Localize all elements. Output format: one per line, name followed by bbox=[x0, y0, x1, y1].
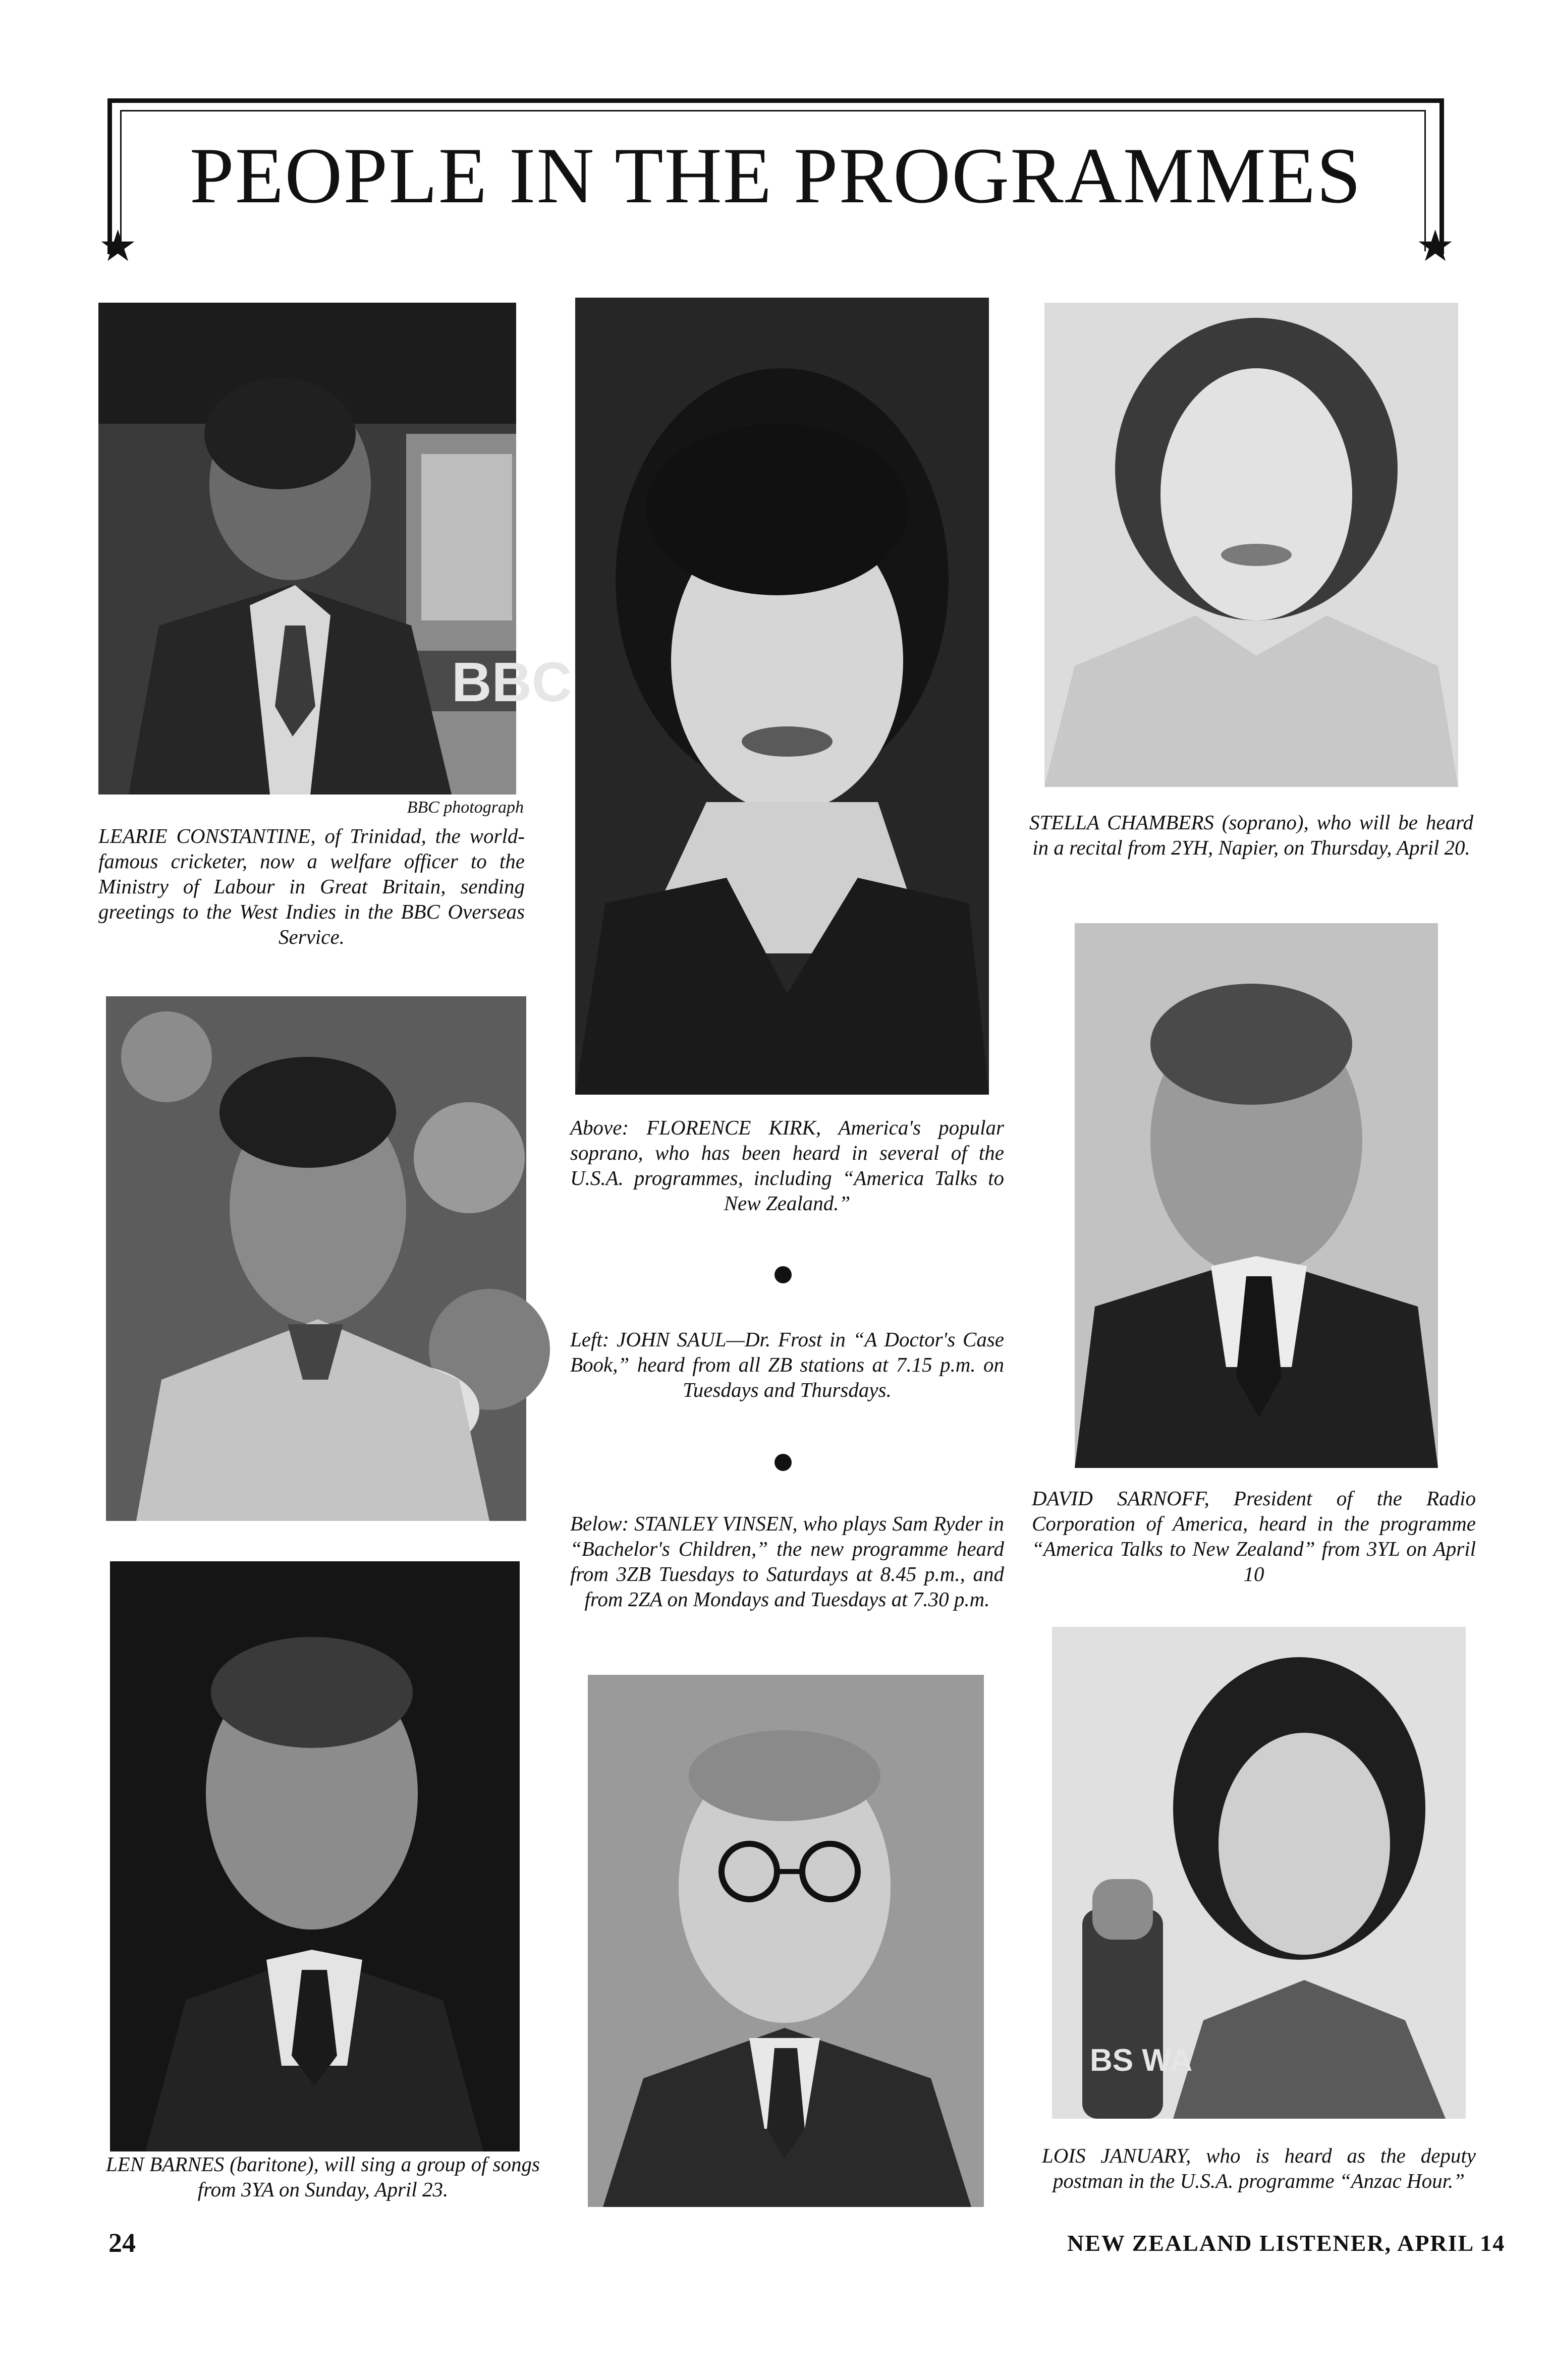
photo-john-saul bbox=[106, 996, 526, 1521]
star-icon-right: ★ bbox=[1416, 222, 1455, 270]
photo-stanley-vinsen bbox=[588, 1675, 984, 2207]
bullet-separator bbox=[774, 1266, 792, 1283]
photo-lois-january bbox=[1052, 1627, 1466, 2119]
caption-learie-constantine: LEARIE CONSTANTINE, of Trinidad, the world-famous cricketer, now a welfare officer to the Ministry of Labour in Great Britain, sending greetings to the West Indies in the BBC Overseas Service. bbox=[98, 824, 525, 948]
caption-florence-kirk: Above: FLORENCE KIRK, America's popular soprano, who has been heard in several of the U.S.A. programmes, including “America Talks to New Zealand.” bbox=[570, 1116, 1004, 1215]
footer-publication: NEW ZEALAND LISTENER, APRIL 14 bbox=[1067, 2230, 1506, 2256]
caption-lois-january: LOIS JANUARY, who is heard as the deputy postman in the U.S.A. programme “Anzac Hour.” bbox=[1042, 2144, 1476, 2192]
photo-len-barnes bbox=[110, 1561, 520, 2151]
svg-text:BBC: BBC bbox=[452, 651, 572, 713]
bullet-separator bbox=[774, 1454, 792, 1471]
svg-text:BS WA: BS WA bbox=[1090, 2043, 1193, 2078]
photo-credit: BBC photograph bbox=[407, 798, 524, 817]
page-title: PEOPLE IN THE PROGRAMMES bbox=[189, 132, 1362, 220]
caption-john-saul: Left: JOHN SAUL—Dr. Frost in “A Doctor's Case Book,” heard from all ZB stations at 7.15 p.m. on Tuesdays and Thursdays. bbox=[570, 1328, 1004, 1401]
page-number: 24 bbox=[108, 2228, 136, 2258]
caption-david-sarnoff: DAVID SARNOFF, President of the Radio Corporation of America, heard in the programme “America Talks to New Zealand” from 3YL on April 10 bbox=[1032, 1487, 1476, 1585]
photo-learie-constantine bbox=[98, 303, 572, 795]
photo-florence-kirk bbox=[575, 298, 989, 1095]
photo-stella-chambers bbox=[1044, 303, 1458, 787]
photo-david-sarnoff bbox=[1075, 923, 1438, 1468]
caption-stanley-vinsen: Below: STANLEY VINSEN, who plays Sam Ryder in “Bachelor's Children,” the new programme heard from 3ZB Tuesdays to Saturdays at 8.45 p.m., and from 2ZA on Mondays and Tuesdays at 7.30 p.m. bbox=[570, 1512, 1004, 1611]
star-icon-left: ★ bbox=[98, 222, 138, 270]
caption-len-barnes: LEN BARNES (baritone), will sing a group of songs from 3YA on Sunday, April 23. bbox=[106, 2152, 540, 2201]
caption-stella-chambers: STELLA CHAMBERS (soprano), who will be heard in a recital from 2YH, Napier, on Thursday, April 20. bbox=[1029, 811, 1473, 859]
